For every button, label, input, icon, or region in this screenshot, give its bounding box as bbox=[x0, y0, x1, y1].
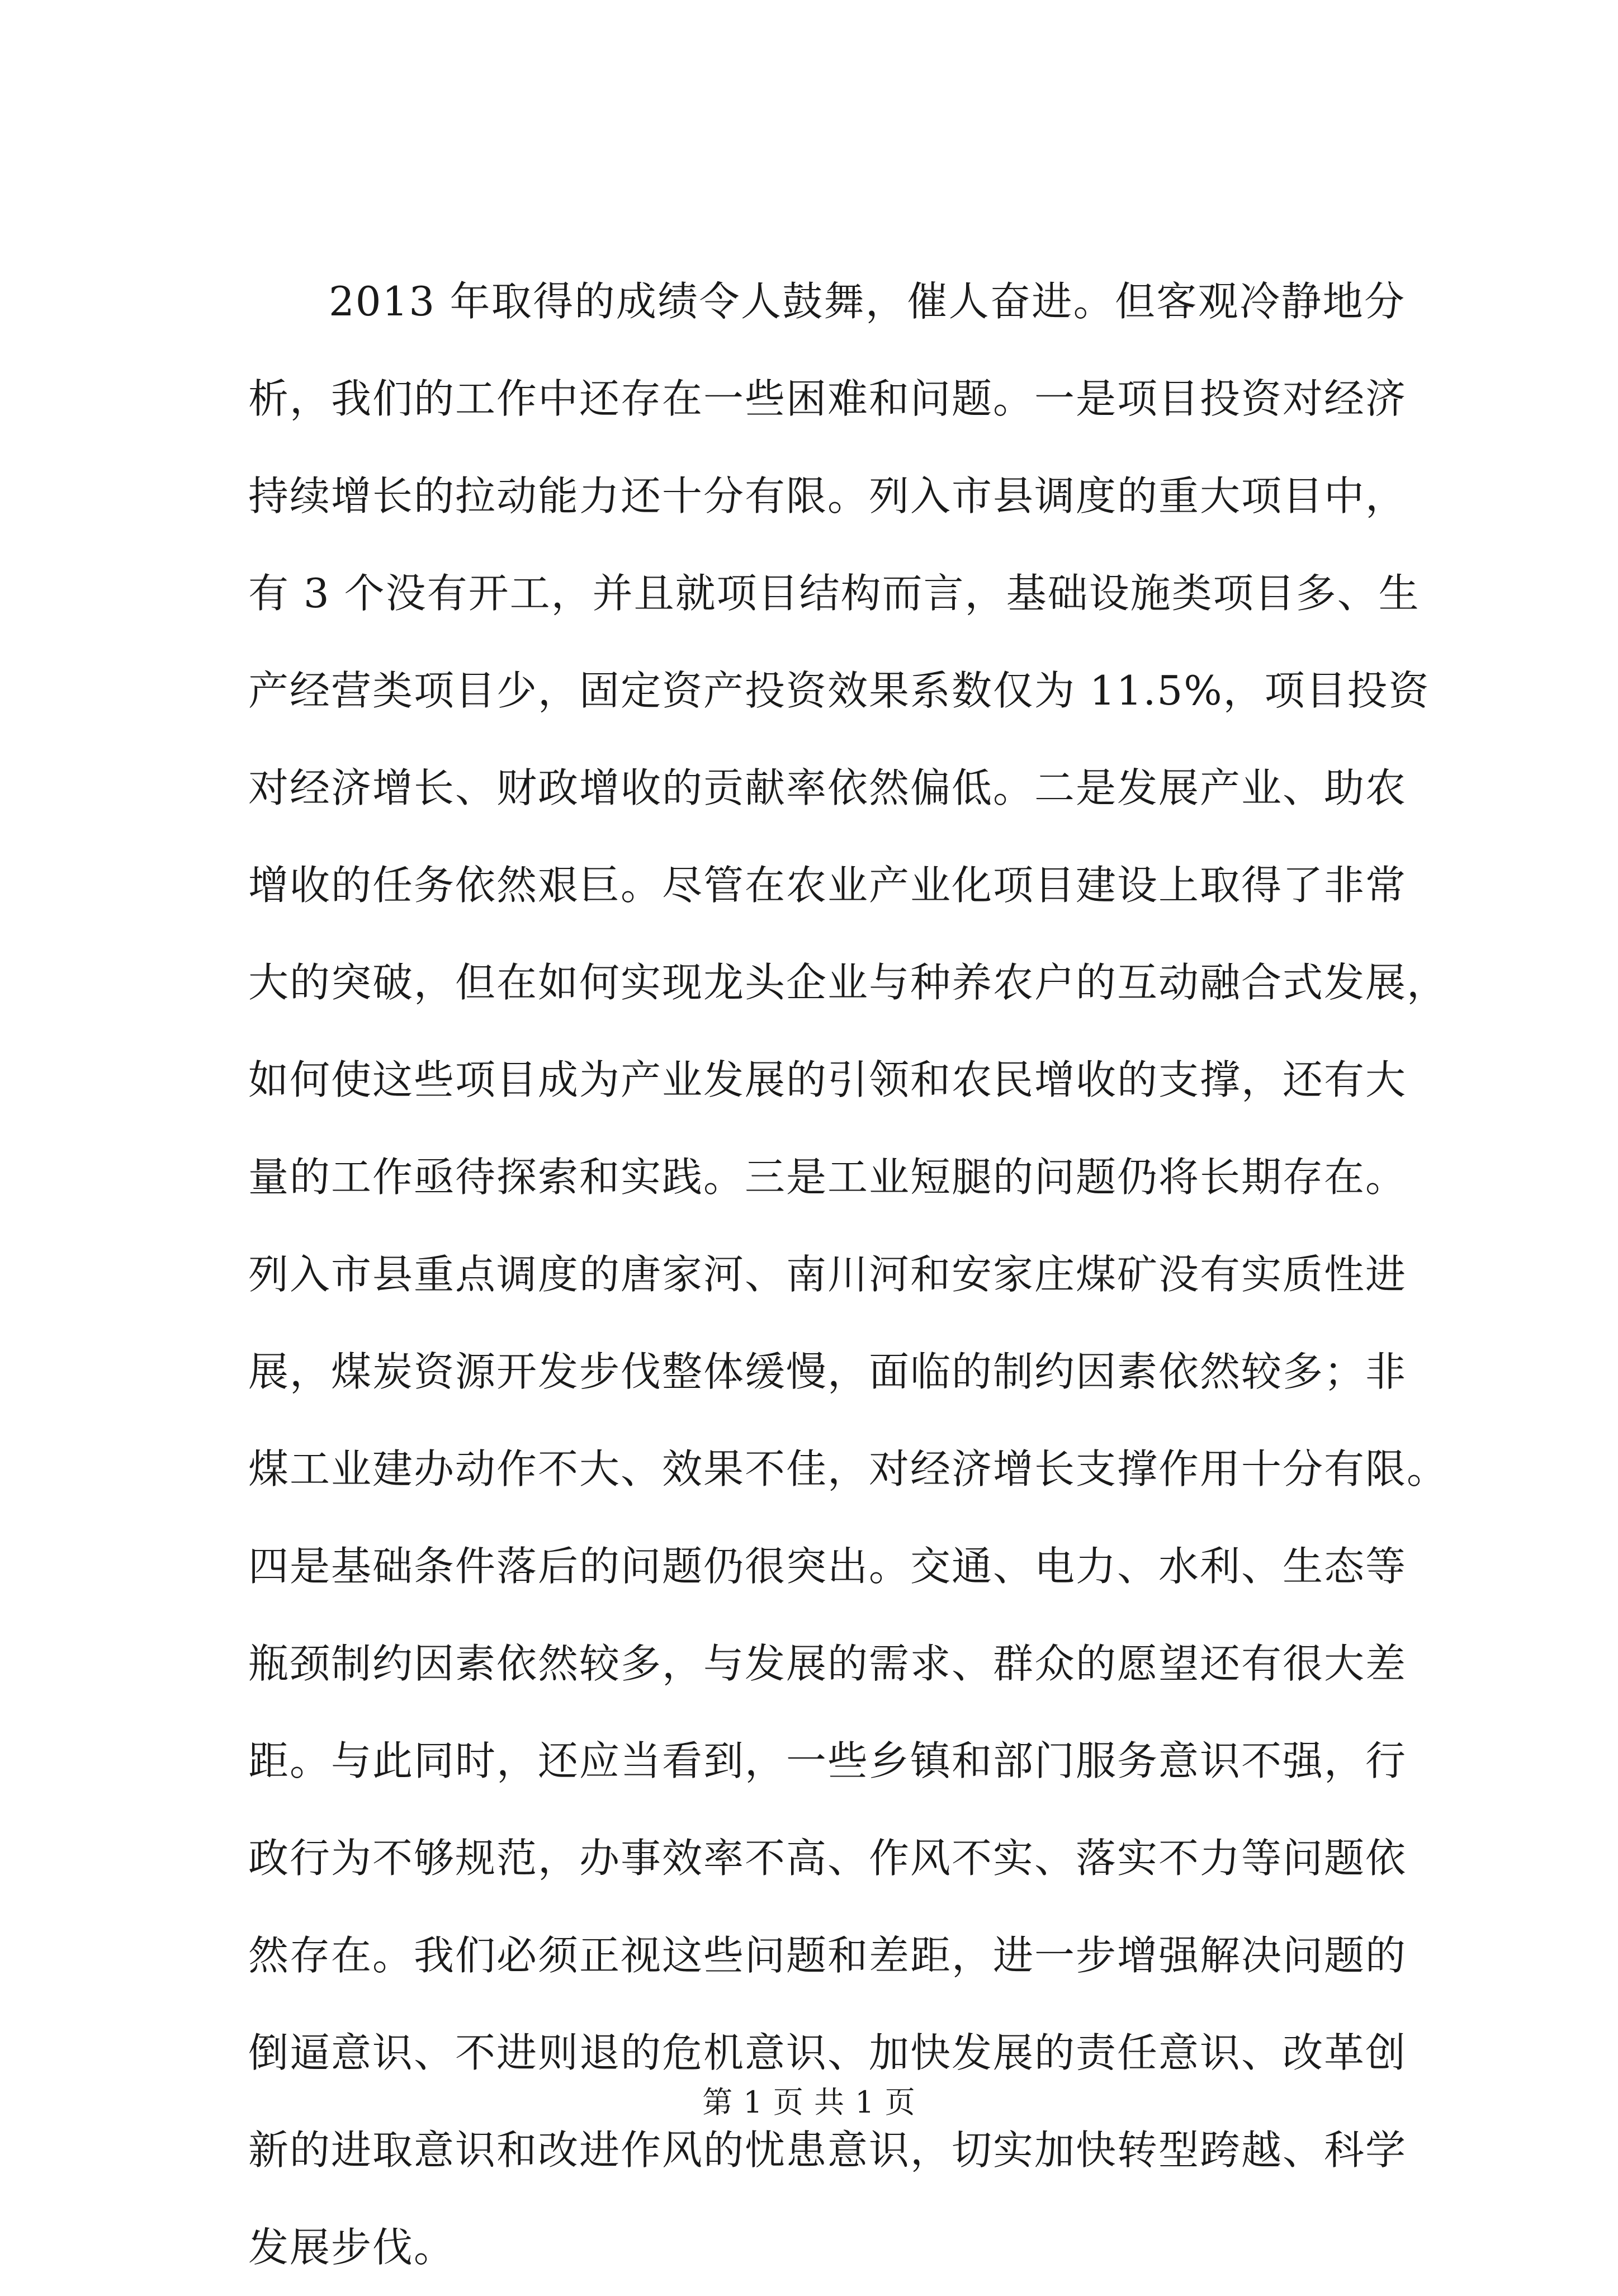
paragraph-line: 政行为不够规范，办事效率不高、作风不实、落实不力等问题依 bbox=[248, 1835, 1407, 1882]
paragraph-line: 产经营类项目少，固定资产投资效果系数仅为 11.5%，项目投资 bbox=[248, 667, 1430, 714]
paragraph-line: 大的突破，但在如何实现龙头企业与种养农户的互动融合式发展， bbox=[248, 959, 1449, 1006]
paragraph-line: 展，煤炭资源开发步伐整体缓慢，面临的制约因素依然较多；非 bbox=[248, 1348, 1407, 1395]
paragraph-line: 如何使这些项目成为产业发展的引领和农民增收的支撑，还有大 bbox=[248, 1056, 1407, 1103]
body-paragraph bbox=[248, 253, 1449, 2296]
paragraph-line: 析，我们的工作中还存在一些困难和问题。一是项目投资对经济 bbox=[248, 375, 1407, 422]
paragraph-line: 持续增长的拉动能力还十分有限。列入市县调度的重大项目中， bbox=[248, 473, 1407, 519]
page-footer: 第 1 页 共 1 页 bbox=[702, 2085, 916, 2120]
paragraph-line: 倒逼意识、不进则退的危机意识、加快发展的责任意识、改革创 bbox=[248, 2029, 1407, 2076]
paragraph-line: 四是基础条件落后的问题仍很突出。交通、电力、水利、生态等 bbox=[248, 1543, 1407, 1590]
paragraph-line: 发展步伐。 bbox=[248, 2224, 456, 2271]
paragraph-line: 新的进取意识和改进作风的忧患意识，切实加快转型跨越、科学 bbox=[248, 2127, 1407, 2174]
paragraph-line: 有 3 个没有开工，并且就项目结构而言，基础设施类项目多、生 bbox=[248, 570, 1420, 617]
paragraph-line: 量的工作亟待探索和实践。三是工业短腿的问题仍将长期存在。 bbox=[248, 1154, 1407, 1201]
paragraph-line: 增收的任务依然艰巨。尽管在农业产业化项目建设上取得了非常 bbox=[248, 862, 1407, 909]
paragraph-line: 距。与此同时，还应当看到，一些乡镇和部门服务意识不强，行 bbox=[248, 1737, 1407, 1784]
paragraph-line: 然存在。我们必须正视这些问题和差距，进一步增强解决问题的 bbox=[248, 1932, 1407, 1979]
paragraph-line: 瓶颈制约因素依然较多，与发展的需求、群众的愿望还有很大差 bbox=[248, 1640, 1407, 1687]
paragraph-line: 煤工业建办动作不大、效果不佳，对经济增长支撑作用十分有限。 bbox=[248, 1445, 1449, 1492]
paragraph-line: 对经济增长、财政增收的贡献率依然偏低。二是发展产业、助农 bbox=[248, 764, 1407, 811]
paragraph-line: 列入市县重点调度的唐家河、南川河和安家庄煤矿没有实质性进 bbox=[248, 1251, 1407, 1298]
paragraph-line: 2013 年取得的成绩令人鼓舞，催人奋进。但客观冷静地分 bbox=[329, 278, 1406, 325]
